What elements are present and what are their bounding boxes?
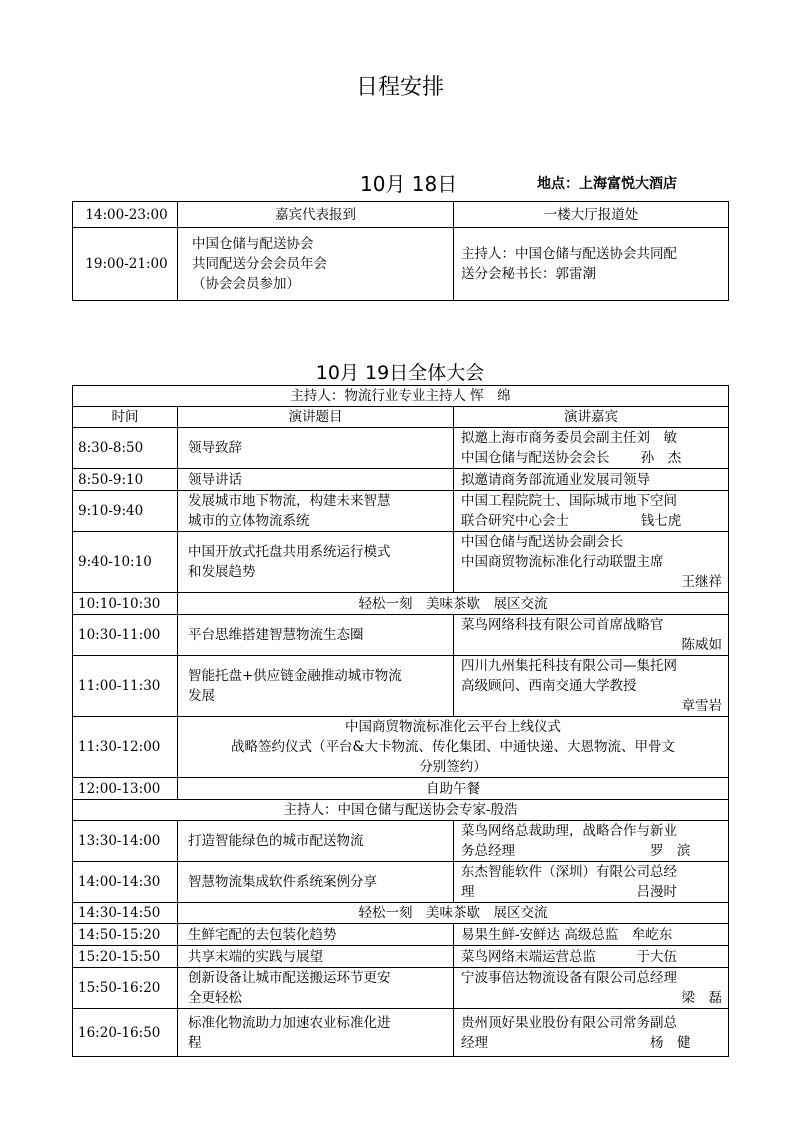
time-cell: 9:10-9:40 xyxy=(73,491,178,532)
topic-line: 领导致辞 xyxy=(188,440,242,456)
table-row xyxy=(73,593,729,615)
break-line: 轻松一刻 美味茶歇 展区交流 xyxy=(358,905,548,921)
speaker-cell xyxy=(454,656,729,717)
speaker-line: 拟邀上海市商务委员会副主任刘 敏 xyxy=(461,430,677,446)
time-cell: 11:30-12:00 xyxy=(73,717,178,778)
day1-venue: 地点：上海富悦大酒店 xyxy=(537,176,677,192)
time-cell: 15:20-15:50 xyxy=(73,946,178,968)
topic-line: 发展城市地下物流，构建未来智慧 xyxy=(188,493,391,509)
table-row xyxy=(73,717,729,778)
time-cell: 14:50-15:20 xyxy=(73,924,178,946)
break-line: 自助午餐 xyxy=(426,780,480,797)
header-row xyxy=(73,407,729,428)
day1-date: 10月 18日 xyxy=(360,172,458,196)
time-cell: 8:50-9:10 xyxy=(73,469,178,491)
speaker-cell xyxy=(454,469,729,491)
speaker-name: 梁 磊 xyxy=(681,990,722,1006)
break-cell xyxy=(178,593,729,615)
speaker-line: 菜鸟网络末端运营总监 于大伍 xyxy=(461,948,677,965)
speaker-cell xyxy=(454,968,729,1009)
location-cell xyxy=(454,202,729,228)
speaker-line: 经理 杨 健 xyxy=(461,1034,691,1051)
topic-cell xyxy=(178,615,454,656)
table-row xyxy=(73,778,729,800)
topic-cell xyxy=(178,428,454,469)
table-row xyxy=(73,469,729,491)
speaker-cell xyxy=(454,946,729,968)
speaker-line: 贵州顶好果业股份有限公司常务副总 xyxy=(461,1014,677,1031)
page-title: 日程安排 xyxy=(355,75,444,100)
topic-cell xyxy=(178,532,454,593)
topic-cell xyxy=(178,469,454,491)
time-cell: 19:00-21:00 xyxy=(73,228,178,301)
table-row xyxy=(73,946,729,968)
time-cell: 10:10-10:30 xyxy=(73,593,178,615)
break-line: 分别签约） xyxy=(419,759,487,775)
topic-line: 创新设备让城市配送搬运环节更安 xyxy=(188,970,391,986)
table-row xyxy=(73,968,729,1009)
table-row xyxy=(73,228,729,301)
speaker-cell xyxy=(454,532,729,593)
time-cell: 8:30-8:50 xyxy=(73,428,178,469)
speaker-header: 演讲嘉宾 xyxy=(454,407,729,428)
speaker-line: 宁波事倍达物流设备有限公司总经理 xyxy=(461,970,677,986)
topic-line: 城市的立体物流系统 xyxy=(188,513,310,529)
host-cell: 主持人：中国仓储与配送协会专家-殷浩 xyxy=(73,800,729,821)
topic-line: 打造智能绿色的城市配送物流 xyxy=(188,833,364,849)
topic-line: 共享末端的实践与展望 xyxy=(188,948,323,965)
topic-line: 标准化物流助力加速农业标准化进 xyxy=(188,1014,391,1031)
topic-cell xyxy=(178,946,454,968)
speaker-line: 中国仓储与配送协会会长 孙 杰 xyxy=(461,450,682,466)
day1-header xyxy=(0,168,800,196)
host-row xyxy=(73,386,729,407)
table-row xyxy=(73,202,729,228)
topic-cell xyxy=(178,491,454,532)
break-cell xyxy=(178,717,729,778)
time-cell: 14:00-23:00 xyxy=(73,202,178,228)
time-header: 时间 xyxy=(73,407,178,428)
event-text: 嘉宾代表报到 xyxy=(275,206,356,223)
speaker-line: 中国工程院院士、国际城市地下空间 xyxy=(461,493,677,509)
speaker-line: 理 吕漫时 xyxy=(461,884,677,900)
topic-line: 智慧物流集成软件系统案例分享 xyxy=(188,874,377,890)
table-row xyxy=(73,924,729,946)
event-cell xyxy=(178,202,454,228)
table-row xyxy=(73,428,729,469)
topic-cell xyxy=(178,821,454,862)
event-line: （协会会员参加） xyxy=(192,276,300,292)
table-row xyxy=(73,1009,729,1057)
speaker-line: 高级顾问、西南交通大学教授 xyxy=(461,678,637,694)
speaker-cell xyxy=(454,428,729,469)
speaker-cell xyxy=(454,821,729,862)
topic-line: 中国开放式托盘共用系统运行模式 xyxy=(188,544,391,560)
host-cell: 主持人：物流行业专业主持人 恽 绵 xyxy=(73,386,729,407)
topic-line: 程 xyxy=(188,1034,202,1051)
table-row xyxy=(73,491,729,532)
day1-schedule-table xyxy=(72,201,729,301)
speaker-line: 四川九州集托科技有限公司—集托网 xyxy=(461,658,677,674)
time-cell: 13:30-14:00 xyxy=(73,821,178,862)
time-cell: 9:40-10:10 xyxy=(73,532,178,593)
speaker-cell xyxy=(454,1009,729,1057)
speaker-line: 菜鸟网络总裁助理，战略合作与新业 xyxy=(461,823,677,839)
speaker-line: 中国商贸物流标准化行动联盟主席 xyxy=(461,554,664,570)
time-cell: 16:20-16:50 xyxy=(73,1009,178,1057)
break-cell xyxy=(178,903,729,924)
speaker-cell xyxy=(454,615,729,656)
speaker-name: 王继祥 xyxy=(681,574,722,590)
time-cell: 14:30-14:50 xyxy=(73,903,178,924)
host-row xyxy=(73,800,729,821)
speaker-line: 东杰智能软件（深圳）有限公司总经 xyxy=(461,864,677,880)
topic-line: 发展 xyxy=(188,688,215,704)
table-row xyxy=(73,862,729,903)
location-text: 一楼大厅报道处 xyxy=(543,206,639,223)
speaker-cell xyxy=(454,862,729,903)
topic-cell xyxy=(178,862,454,903)
topic-cell xyxy=(178,656,454,717)
topic-cell xyxy=(178,1009,454,1057)
topic-line: 和发展趋势 xyxy=(188,564,256,580)
break-cell xyxy=(178,778,729,800)
event-line: 中国仓储与配送协会 xyxy=(192,236,314,252)
event-line: 共同配送分会会员年会 xyxy=(192,256,327,272)
speaker-line: 务总经理 罗 滨 xyxy=(461,843,691,859)
topic-line: 领导讲话 xyxy=(188,471,242,488)
day2-heading: 10月 19日全体大会 xyxy=(315,362,485,384)
time-cell: 11:00-11:30 xyxy=(73,656,178,717)
speaker-line: 拟邀请商务部流通业发展司领导 xyxy=(461,471,650,488)
topic-cell xyxy=(178,924,454,946)
host-cell xyxy=(454,228,729,301)
break-line: 中国商贸物流标准化云平台上线仪式 xyxy=(345,719,561,735)
topic-header: 演讲题目 xyxy=(178,407,454,428)
speaker-line: 易果生鲜-安鲜达 高级总监 牟屹东 xyxy=(461,926,673,943)
table-row xyxy=(73,821,729,862)
speaker-cell xyxy=(454,491,729,532)
table-row xyxy=(73,656,729,717)
day2-schedule-table xyxy=(72,385,729,1057)
topic-line: 平台思维搭建智慧物流生态圈 xyxy=(188,627,364,643)
table-row xyxy=(73,532,729,593)
time-cell: 14:00-14:30 xyxy=(73,862,178,903)
topic-cell xyxy=(178,968,454,1009)
speaker-line: 中国仓储与配送协会副会长 xyxy=(461,534,623,550)
table-row xyxy=(73,615,729,656)
speaker-name: 陈威如 xyxy=(681,637,722,653)
speaker-line: 菜鸟网络科技有限公司首席战略官 xyxy=(461,617,664,633)
host-line: 送分会秘书长：郭雷潮 xyxy=(461,266,596,282)
speaker-name: 章雪岩 xyxy=(681,698,722,714)
host-line: 主持人：中国仓储与配送协会共同配 xyxy=(461,246,677,262)
time-cell: 12:00-13:00 xyxy=(73,778,178,800)
topic-line: 生鲜宅配的去包装化趋势 xyxy=(188,926,337,943)
break-line: 战略签约仪式（平台&大卡物流、传化集团、中通快递、大恩物流、甲骨文 xyxy=(230,739,676,755)
event-cell xyxy=(178,228,454,301)
time-cell: 15:50-16:20 xyxy=(73,968,178,1009)
break-line: 轻松一刻 美味茶歇 展区交流 xyxy=(358,595,548,612)
speaker-cell xyxy=(454,924,729,946)
time-cell: 10:30-11:00 xyxy=(73,615,178,656)
topic-line: 智能托盘+供应链金融推动城市物流 xyxy=(188,668,402,684)
table-row xyxy=(73,903,729,924)
speaker-line: 联合研究中心会士 钱七虎 xyxy=(461,513,682,529)
topic-line: 全更轻松 xyxy=(188,990,242,1006)
